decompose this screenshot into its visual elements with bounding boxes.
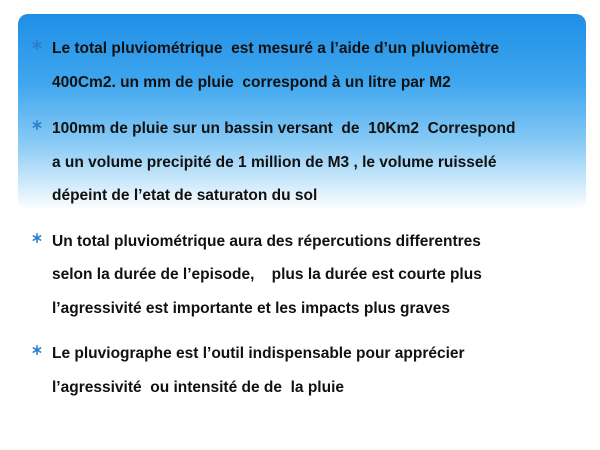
bullet-line: l’agressivité ou intensité de de la pluie [52,378,345,396]
bullet-line: Le pluviographe est l’outil indispensable pour apprécier [52,345,465,362]
bullet-line: 100mm de pluie sur un bassin versant de 10Km2 Correspond [52,120,516,137]
snowflake-icon [32,40,42,50]
snowflake-icon [32,345,42,355]
snowflake-icon [32,120,42,130]
bullet-line: 400Cm2. un mm de pluie correspond à un litre par M2 [52,74,451,91]
bullet-item-repercutions [30,225,575,326]
snowflake-icon [32,233,42,243]
bullet-item-pluviographe [30,337,575,404]
bullet-line: dépeint de l’etat de saturaton du sol [52,187,318,204]
bullet-line: Le total pluviométrique est mesuré a l’aide d’un pluviomètre [52,40,500,57]
bullet-line: Un total pluviométrique aura des répercutions differentres [52,232,481,250]
bullet-list [30,32,575,416]
bullet-item-bassin-versant [30,112,575,213]
bullet-line: l’agressivité est importante et les impacts plus graves [52,299,450,317]
bullet-line: selon la durée de l’episode, plus la durée est courte plus [52,266,482,283]
bullet-item-total-pluviometrique [30,32,575,100]
bullet-line: a un volume precipité de 1 million de M3 , le volume ruisselé [52,153,497,171]
